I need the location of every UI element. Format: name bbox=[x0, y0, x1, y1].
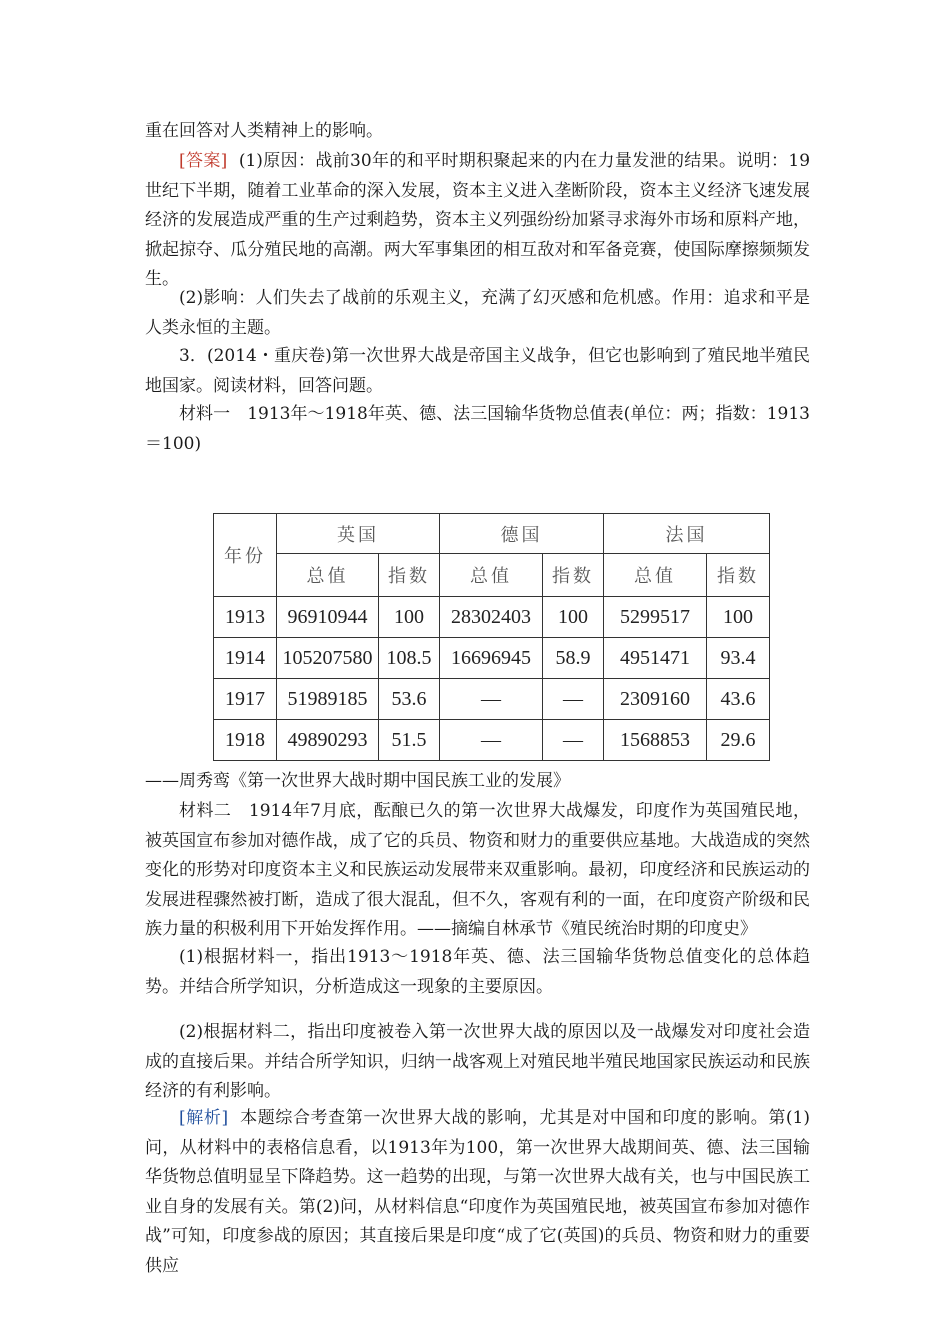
paragraph-influence bbox=[145, 284, 810, 343]
paragraph-question-3 bbox=[145, 342, 810, 401]
cell-uk-index: 108.5 bbox=[379, 638, 440, 679]
cell-uk-total: 96910944 bbox=[277, 597, 379, 638]
header-fr-total: 总值 bbox=[604, 554, 707, 597]
header-france: 法国 bbox=[604, 514, 770, 554]
answer-text: (1)原因：战前30年的和平时期积聚起来的内在力量发泄的结果。说明：19世纪下半期，随着工业革命的深入发展，资本主义进入垄断阶段，资本主义经济飞速发展经济的发展造成严重的生产过剩趋势，资本主义列强纷纷加紧寻求海外市场和原料产地，掀起掠夺、瓜分殖民地的高潮。两大军事集团的相互敌对和军备竞赛，使国际摩擦频频发生。 bbox=[145, 151, 811, 289]
header-year: 年份 bbox=[214, 514, 277, 597]
cell-fr-total: 1568853 bbox=[604, 720, 707, 761]
cell-fr-index: 29.6 bbox=[707, 720, 770, 761]
influence-text: (2)影响：人们失去了战前的乐观主义，充满了幻灭感和危机感。作用：追求和平是人类永恒的主题。 bbox=[145, 288, 810, 338]
cell-de-total: — bbox=[440, 720, 543, 761]
header-de-index: 指数 bbox=[543, 554, 604, 597]
table-row bbox=[214, 679, 770, 720]
cell-uk-index: 51.5 bbox=[379, 720, 440, 761]
header-uk-total: 总值 bbox=[277, 554, 379, 597]
paragraph-material-2 bbox=[145, 797, 810, 945]
header-uk-index: 指数 bbox=[379, 554, 440, 597]
cell-de-index: 58.9 bbox=[543, 638, 604, 679]
question-3-text: 3．(2014・重庆卷)第一次世界大战是帝国主义战争，但它也影响到了殖民地半殖民地国家。阅读材料，回答问题。 bbox=[145, 346, 810, 396]
cell-year: 1918 bbox=[214, 720, 277, 761]
cell-fr-index: 100 bbox=[707, 597, 770, 638]
cell-fr-total: 5299517 bbox=[604, 597, 707, 638]
table-row bbox=[214, 638, 770, 679]
cell-fr-total: 2309160 bbox=[604, 679, 707, 720]
header-germany: 德国 bbox=[440, 514, 604, 554]
paragraph-answer bbox=[145, 147, 810, 295]
paragraph-analysis bbox=[145, 1104, 810, 1281]
cell-de-index: — bbox=[543, 679, 604, 720]
table-source bbox=[145, 767, 810, 797]
header-fr-index: 指数 bbox=[707, 554, 770, 597]
cell-de-total: — bbox=[440, 679, 543, 720]
cell-uk-index: 100 bbox=[379, 597, 440, 638]
material-2-text: 材料二 1914年7月底，酝酿已久的第一次世界大战爆发，印度作为英国殖民地，被英国宣布参加对德作战，成了它的兵员、物资和财力的重要供应基地。大战造成的突然变化的形势对印度资本主义和民族运动发展带来双重影响。最初，印度经济和民族运动的发展进程骤然被打断，造成了很大混乱，但不久，客观有利的一面，在印度资产阶级和民族力量的积极利用下开始发挥作用。——摘编自林承节《殖民统治时期的印度史》 bbox=[145, 801, 810, 939]
paragraph-intro bbox=[145, 117, 810, 147]
paragraph-material-1 bbox=[145, 400, 810, 459]
cell-de-index: 100 bbox=[543, 597, 604, 638]
paragraph-question-3-2 bbox=[145, 1018, 810, 1107]
question-3-1-text: (1)根据材料一，指出1913～1918年英、德、法三国输华货物总值变化的总体趋势。并结合所学知识，分析造成这一现象的主要原因。 bbox=[145, 947, 810, 997]
cell-uk-total: 105207580 bbox=[277, 638, 379, 679]
table-row bbox=[214, 597, 770, 638]
header-de-total: 总值 bbox=[440, 554, 543, 597]
cell-year: 1917 bbox=[214, 679, 277, 720]
trade-table bbox=[213, 513, 770, 761]
cell-de-index: — bbox=[543, 720, 604, 761]
table-header-row-sub bbox=[214, 554, 770, 597]
question-3-2-text: (2)根据材料二，指出印度被卷入第一次世界大战的原因以及一战爆发对印度社会造成的直接后果。并结合所学知识，归纳一战客观上对殖民地半殖民地国家民族运动和民族经济的有利影响。 bbox=[145, 1022, 810, 1101]
cell-de-total: 28302403 bbox=[440, 597, 543, 638]
cell-fr-total: 4951471 bbox=[604, 638, 707, 679]
cell-uk-index: 53.6 bbox=[379, 679, 440, 720]
table-row bbox=[214, 720, 770, 761]
cell-fr-index: 43.6 bbox=[707, 679, 770, 720]
analysis-text: 本题综合考查第一次世界大战的影响，尤其是对中国和印度的影响。第(1)问，从材料中的表格信息看，以1913年为100，第一次世界大战期间英、德、法三国输华货物总值明显呈下降趋势。这一趋势的出现，与第一次世界大战有关，也与中国民族工业自身的发展有关。第(2)问，从材料信息“印度作为英国殖民地，被英国宣布参加对德作战”可知，印度参战的原因；其直接后果是印度“成了它(英国)的兵员、物资和财力的重要供应 bbox=[145, 1108, 811, 1276]
analysis-tag: [解析] bbox=[179, 1108, 229, 1128]
table-source-text: ——周秀鸾《第一次世界大战时期中国民族工业的发展》 bbox=[145, 771, 570, 791]
cell-uk-total: 51989185 bbox=[277, 679, 379, 720]
cell-fr-index: 93.4 bbox=[707, 638, 770, 679]
intro-text: 重在回答对人类精神上的影响。 bbox=[145, 121, 383, 141]
cell-de-total: 16696945 bbox=[440, 638, 543, 679]
material-1-text: 材料一 1913年～1918年英、德、法三国输华货物总值表(单位：两；指数：1913＝100) bbox=[145, 404, 810, 454]
paragraph-question-3-1 bbox=[145, 943, 810, 1002]
cell-uk-total: 49890293 bbox=[277, 720, 379, 761]
header-uk: 英国 bbox=[277, 514, 440, 554]
cell-year: 1913 bbox=[214, 597, 277, 638]
table-header-row-countries bbox=[214, 514, 770, 554]
cell-year: 1914 bbox=[214, 638, 277, 679]
answer-tag: [答案] bbox=[179, 151, 228, 171]
